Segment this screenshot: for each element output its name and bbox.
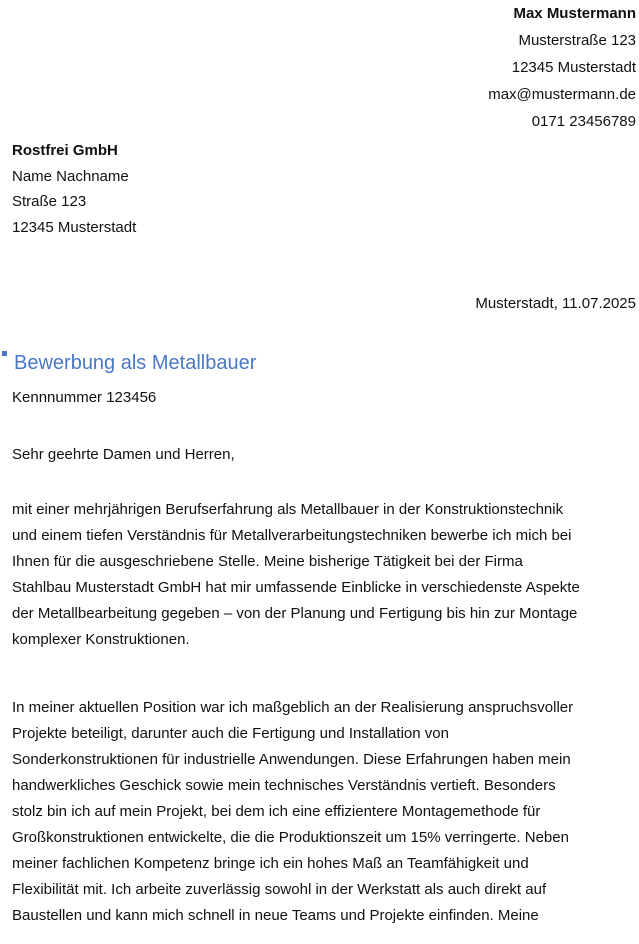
paragraph-line: meiner fachlichen Kompetenz bringe ich ein hohes Maß an Teamfähigkeit und <box>12 855 529 872</box>
sender-phone: 0171 23456789 <box>531 113 636 130</box>
sender-city: 12345 Musterstadt <box>511 59 636 76</box>
paragraph-line: stolz bin ich auf mein Projekt, bei dem ich eine effizientere Montagemethode für <box>12 803 541 820</box>
sender-street: Musterstraße 123 <box>518 32 636 49</box>
body-paragraph-1 <box>12 497 580 653</box>
sender-email: max@mustermann.de <box>488 86 636 103</box>
recipient-city: 12345 Musterstadt <box>12 218 137 236</box>
sender-name: Max Mustermann <box>513 5 636 22</box>
paragraph-line: mit einer mehrjährigen Berufserfahrung als Metallbauer in der Konstruktionstechnik <box>12 501 564 518</box>
paragraph-line: Stahlbau Musterstadt GmbH hat mir umfassende Einblicke in verschiedenste Aspekte <box>12 579 580 596</box>
heading-marker <box>2 351 7 356</box>
recipient-company: Rostfrei GmbH <box>12 142 118 159</box>
paragraph-line: Ihnen für die ausgeschriebene Stelle. Meine bisherige Tätigkeit bei der Firma <box>12 553 523 570</box>
paragraph-line: Baustellen und kann mich schnell in neue Teams und Projekte einfinden. Meine <box>12 907 539 924</box>
recipient-street: Straße 123 <box>12 193 87 210</box>
reference-number: Kennnummer 123456 <box>12 389 157 406</box>
paragraph-line: Großkonstruktionen entwickelte, die die Produktionszeit um 15% verringerte. Neben <box>12 829 569 846</box>
recipient-contact: Name Nachname <box>12 167 129 185</box>
recipient-block <box>12 138 136 240</box>
letter-date: Musterstadt, 11.07.2025 <box>475 295 636 312</box>
paragraph-line: In meiner aktuellen Position war ich maßgeblich an der Realisierung anspruchsvoller <box>12 699 574 716</box>
paragraph-line: der Metallbearbeitung gegeben – von der Planung und Fertigung bis hin zur Montage <box>12 605 578 622</box>
paragraph-line: Projekte beteiligt, darunter auch die Fertigung und Installation von <box>12 725 449 742</box>
sender-block <box>488 0 636 135</box>
paragraph-line: und einem tiefen Verständnis für Metallverarbeitungstechniken bewerbe ich mich bei <box>12 527 572 544</box>
body-paragraph-2 <box>12 695 573 929</box>
salutation: Sehr geehrte Damen und Herren, <box>12 446 235 463</box>
subject-heading: Bewerbung als Metallbauer <box>14 352 257 374</box>
paragraph-line: handwerkliches Geschick sowie mein technisches Verständnis vertieft. Besonders <box>12 777 556 794</box>
paragraph-line: komplexer Konstruktionen. <box>12 631 190 648</box>
paragraph-line: Flexibilität mit. Ich arbeite zuverlässig sowohl in der Werkstatt als auch direkt auf <box>12 881 547 898</box>
paragraph-line: Sonderkonstruktionen für industrielle Anwendungen. Diese Erfahrungen haben mein <box>12 751 571 768</box>
